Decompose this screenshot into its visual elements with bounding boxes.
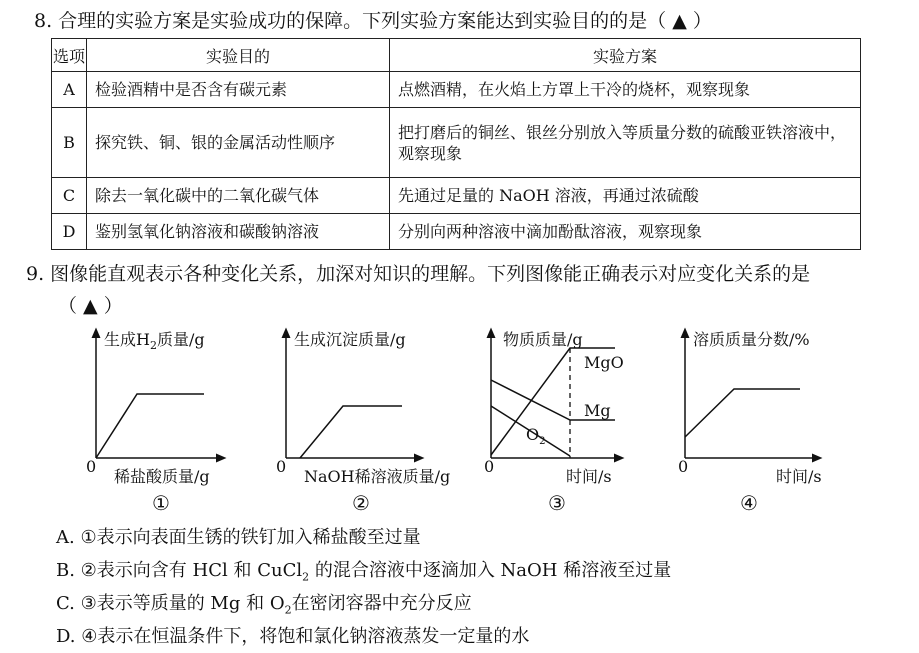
header-plan: 实验方案: [390, 39, 861, 72]
row-plan: 分别向两种溶液中滴加酚酞溶液，观察现象: [390, 214, 861, 250]
answer-blank: （ ▲ ）: [58, 295, 123, 317]
graph-1: [86, 330, 222, 515]
question-9-title: 9. 图像能直观表示各种变化关系，加深对知识的理解。下列图像能正确表示对应变化关系的是: [26, 263, 811, 285]
row-option: B: [52, 107, 87, 177]
graph-2-y-label: 生成沉淀质量/g: [294, 330, 406, 349]
graph-3: [484, 330, 624, 515]
graph-4-x-label: 时间/s: [776, 467, 822, 486]
graph-3-label-mg: Mg: [584, 401, 611, 420]
graph-3-label-o2: $O_2$: [526, 425, 546, 447]
row-option: A: [52, 72, 87, 108]
row-plan: 点燃酒精，在火焰上方罩上干冷的烧杯，观察现象: [390, 72, 861, 108]
graph-3-y-label: 物质质量/g: [503, 330, 583, 349]
graph-2-curve: [300, 406, 402, 458]
option-a[interactable]: A. ①表示向表面生锈的铁钉加入稀盐酸至过量: [56, 527, 421, 548]
header-option: 选项: [52, 39, 87, 72]
graph-2-x-label: NaOH稀溶液质量/g: [304, 467, 451, 486]
row-plan: 把打磨后的铜丝、银丝分别放入等质量分数的硫酸亚铁溶液中，观察现象: [390, 107, 861, 177]
option-d[interactable]: D. ④表示在恒温条件下，将饱和氯化钠溶液蒸发一定量的水: [56, 626, 530, 647]
row-goal: 除去一氧化碳中的二氧化碳气体: [87, 178, 390, 214]
graph-1-x-label: 稀盐酸质量/g: [114, 467, 210, 486]
row-goal: 检验酒精中是否含有碳元素: [87, 72, 390, 108]
graph-1-curve: [96, 394, 204, 458]
row-goal: 鉴别氢氧化钠溶液和碳酸钠溶液: [87, 214, 390, 250]
graph-4-number: ④: [740, 491, 758, 515]
graph-1-y-label: 生成$H_2$质量/g: [104, 330, 205, 352]
graph-3-origin: 0: [484, 457, 495, 476]
option-c[interactable]: C. ③表示等质量的 Mg 和 $O_2$在密闭容器中充分反应: [56, 593, 472, 617]
graph-4-y-label: 溶质质量分数/%: [693, 330, 810, 349]
option-b[interactable]: B. ②表示向含有 HCl 和 CuCl$_2$ 的混合溶液中逐滴加入 NaOH 稀溶液至过量: [56, 560, 672, 584]
graph-4-curve: [685, 389, 800, 437]
graph-1-origin: 0: [86, 457, 97, 476]
row-option: D: [52, 214, 87, 250]
graph-1-number: ①: [152, 491, 170, 515]
graph-3-x-label: 时间/s: [566, 467, 612, 486]
row-plan: 先通过足量的 NaOH 溶液，再通过浓硫酸: [390, 178, 861, 214]
row-goal: 探究铁、铜、银的金属活动性顺序: [87, 107, 390, 177]
graph-2-number: ②: [352, 491, 370, 515]
row-option: C: [52, 178, 87, 214]
graph-2-origin: 0: [276, 457, 287, 476]
graph-3-number: ③: [548, 491, 566, 515]
graph-4: [678, 330, 822, 515]
graph-2: [276, 330, 450, 515]
question-8-title: 8. 合理的实验方案是实验成功的保障。下列实验方案能达到实验目的的是（ ▲ ）: [34, 10, 712, 32]
header-goal: 实验目的: [87, 39, 390, 72]
graph-3-label-mgo: MgO: [584, 353, 624, 372]
answer-options: [56, 521, 671, 653]
graph-4-origin: 0: [678, 457, 689, 476]
